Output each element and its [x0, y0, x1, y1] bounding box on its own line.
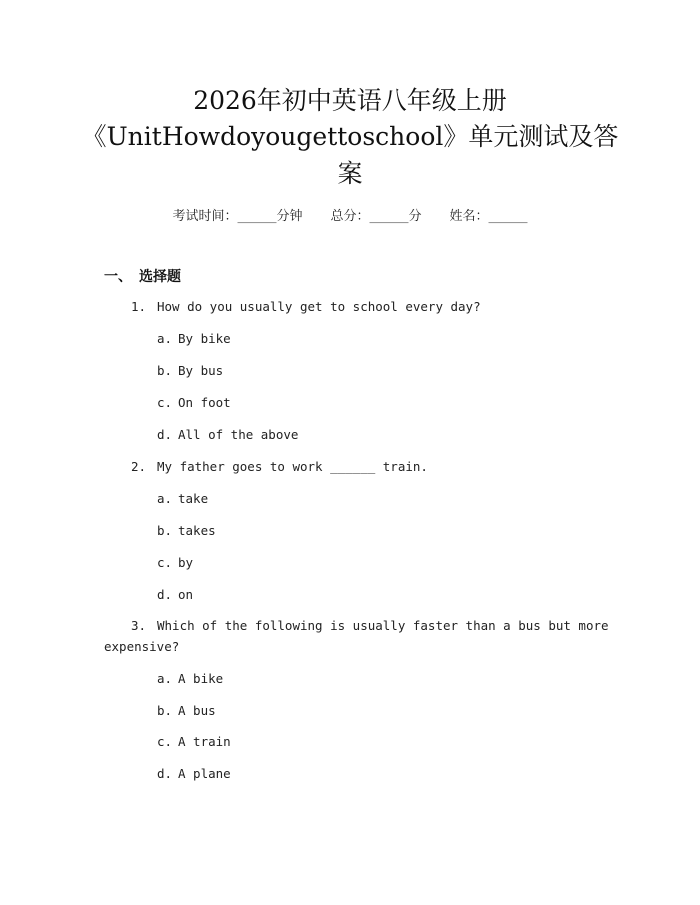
option-letter: b. [157, 703, 173, 718]
option-letter: d. [157, 427, 173, 442]
option-text: takes [178, 523, 216, 538]
question-text: Which of the following is usually faster than a bus but more [157, 618, 609, 633]
question-1-option-a [157, 331, 231, 346]
option-letter: b. [157, 523, 173, 538]
option-text: take [178, 491, 209, 506]
question-1-option-c [157, 395, 231, 410]
total-score-label: 总分：______分 [330, 209, 422, 224]
option-text: A plane [178, 766, 231, 781]
question-3-option-c [157, 734, 231, 749]
question-2-option-d [157, 587, 193, 602]
option-letter: a. [157, 331, 173, 346]
option-letter: a. [157, 671, 173, 686]
question-2-option-a [157, 491, 208, 506]
question-3-option-d [157, 766, 231, 781]
option-text: A bus [178, 703, 216, 718]
document-title-line-3: 案 [337, 159, 363, 188]
question-number: 3. [131, 618, 147, 633]
section-number: 一、 [104, 269, 132, 285]
option-text: by [178, 555, 194, 570]
option-text: A bike [178, 671, 224, 686]
option-text: On foot [178, 395, 231, 410]
question-number: 1. [131, 299, 147, 314]
option-text: on [178, 587, 194, 602]
question-text: How do you usually get to school every day? [157, 299, 481, 314]
option-text: A train [178, 734, 231, 749]
option-letter: c. [157, 555, 173, 570]
section-title: 选择题 [139, 269, 181, 285]
option-letter: b. [157, 363, 173, 378]
option-text: All of the above [178, 427, 299, 442]
option-letter: c. [157, 734, 173, 749]
option-letter: d. [157, 587, 173, 602]
question-3-option-a [157, 671, 223, 686]
option-letter: a. [157, 491, 173, 506]
question-2-option-c [157, 555, 193, 570]
option-letter: d. [157, 766, 173, 781]
question-number: 2. [131, 459, 147, 474]
question-3-text-continuation: expensive? [104, 639, 180, 654]
option-letter: c. [157, 395, 173, 410]
section-heading [104, 266, 181, 286]
question-2-option-b [157, 523, 216, 538]
question-3-option-b [157, 703, 216, 718]
exam-meta-line [0, 205, 700, 224]
document-title-line-1: 2026年初中英语八年级上册 [193, 86, 507, 115]
student-name-label: 姓名：______ [449, 209, 528, 224]
exam-time-label: 考试时间：______分钟 [172, 209, 303, 224]
option-text: By bus [178, 363, 224, 378]
question-text: My father goes to work ______ train. [157, 459, 428, 474]
document-title-line-2: 《UnitHowdoyougettoschool》单元测试及答 [81, 122, 619, 151]
option-text: By bike [178, 331, 231, 346]
question-1 [131, 299, 481, 314]
question-1-option-b [157, 363, 223, 378]
question-2 [131, 459, 428, 474]
question-1-option-d [157, 427, 298, 442]
question-3 [131, 618, 609, 633]
